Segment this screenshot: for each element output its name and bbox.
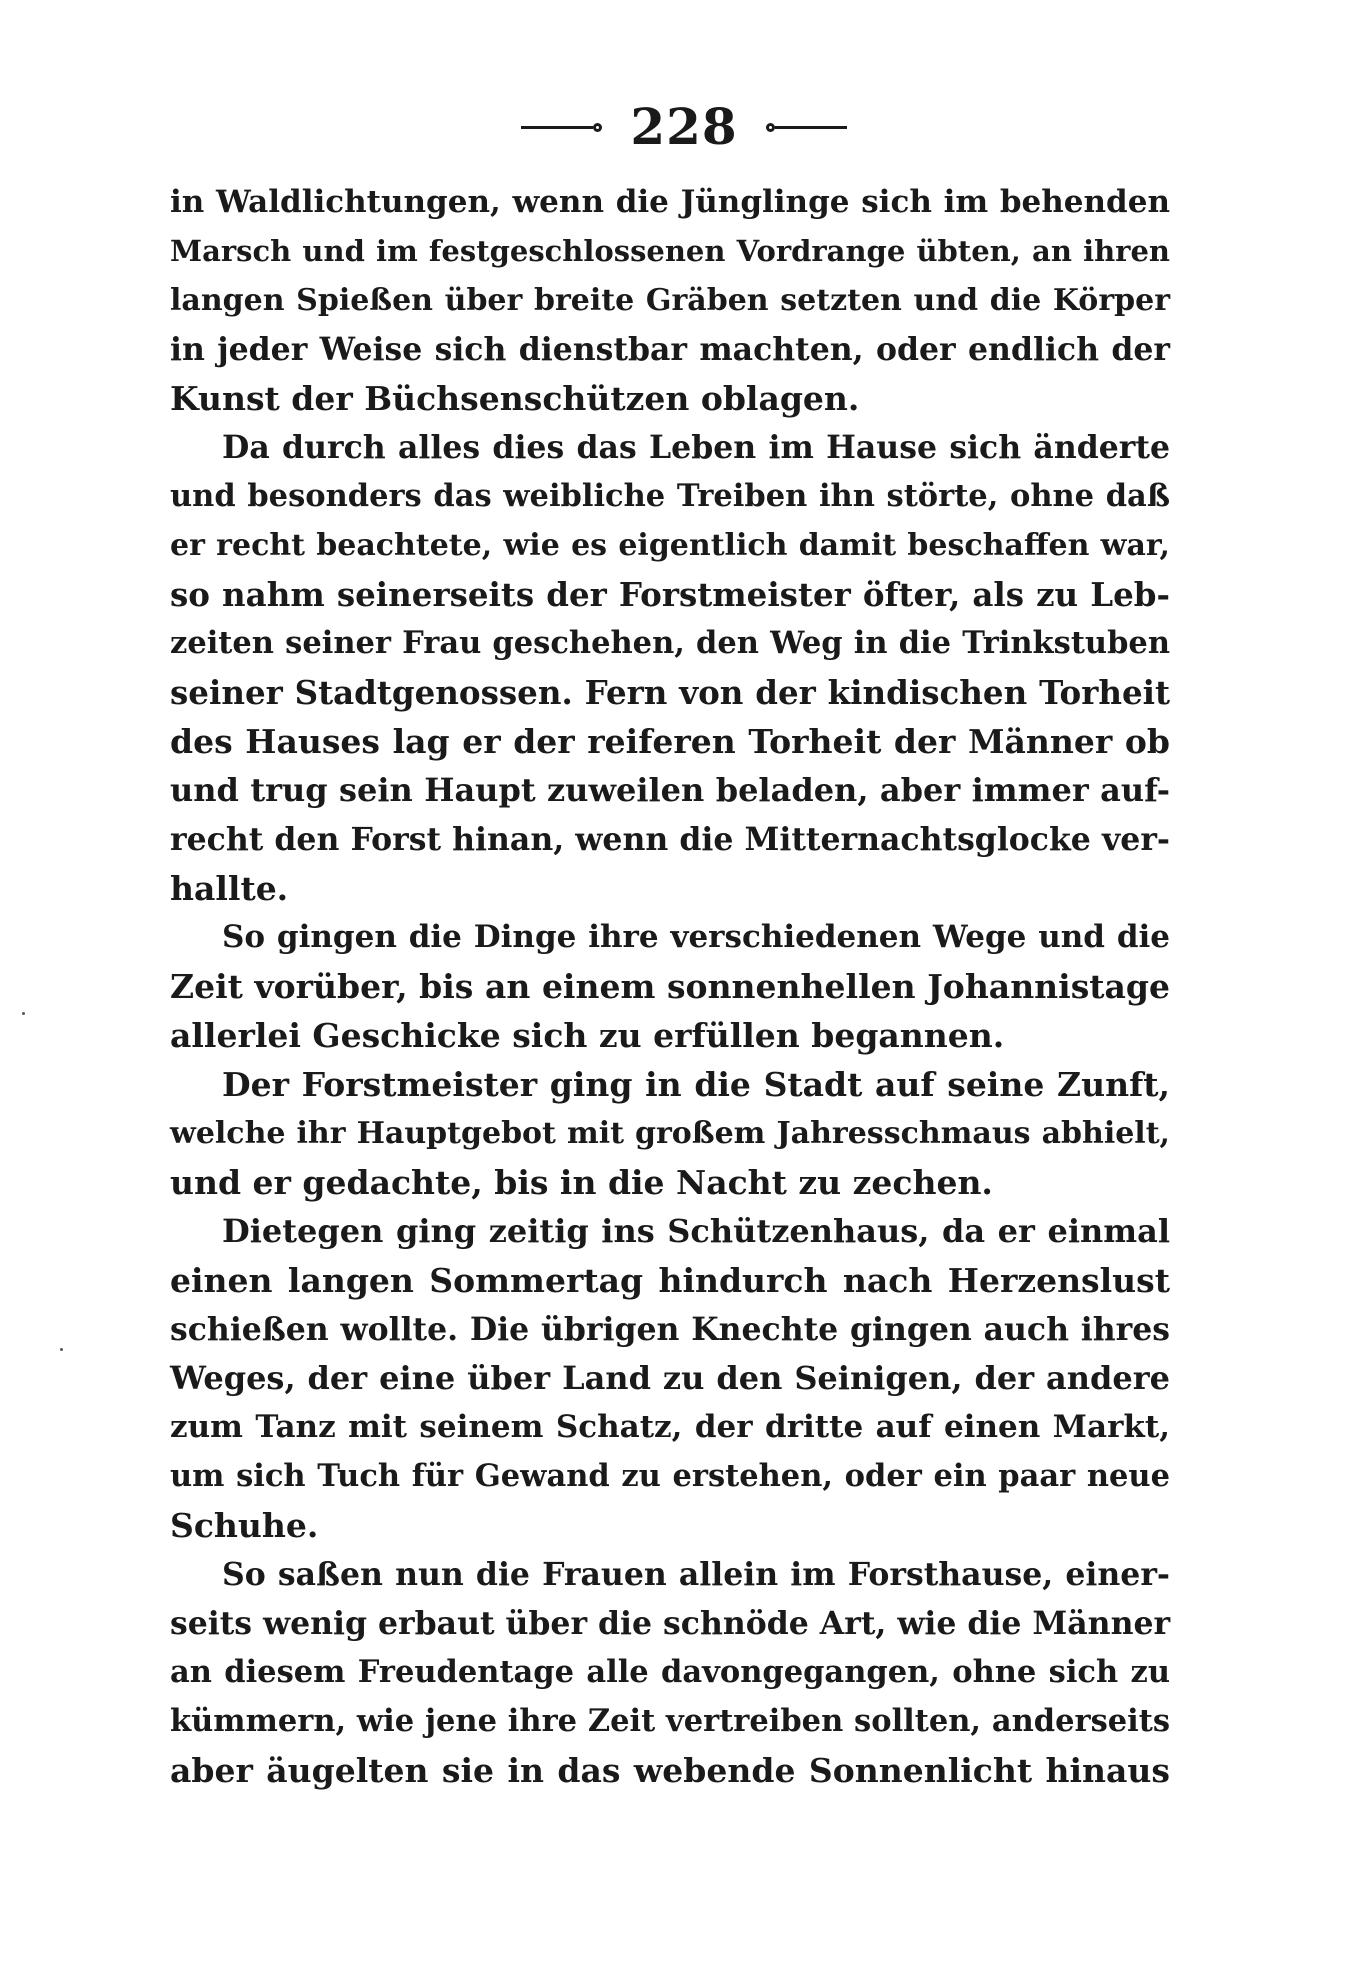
text-line: Dietegen ging zeitig ins Schützenhaus, da er einmal xyxy=(222,1212,1170,1250)
text-line: recht den Forst hinan, wenn die Mitternachtsglocke ver- xyxy=(170,821,1170,858)
text-line: an diesem Freudentage alle davongegangen, ohne sich zu xyxy=(170,1654,1170,1690)
scan-speck xyxy=(22,1012,25,1015)
text-line: Der Forstmeister ging in die Stadt auf seine Zunft, xyxy=(222,1065,1170,1104)
text-line: Kunst der Büchsenschützen oblagen. xyxy=(170,379,860,418)
text-line: Schuhe. xyxy=(170,1506,319,1545)
text-line: und er gedachte, bis in die Nacht zu zechen. xyxy=(170,1163,993,1202)
text-line: um sich Tuch für Gewand zu erstehen, oder ein paar neue xyxy=(170,1458,1170,1494)
left-ornament xyxy=(521,123,602,132)
text-line: und trug sein Haupt zuweilen beladen, aber immer auf- xyxy=(170,771,1170,809)
text-line: zeiten seiner Frau geschehen, den Weg in die Trinkstuben xyxy=(170,625,1170,661)
text-line: Weges, der eine über Land zu den Seinigen, der andere xyxy=(170,1359,1170,1397)
text-line: Zeit vorüber, bis an einem sonnenhellen Johannistage xyxy=(170,967,1170,1006)
text-line: kümmern, wie jene ihre Zeit vertreiben sollten, anderseits xyxy=(170,1703,1170,1739)
text-line: So saßen nun die Frauen allein im Forsthause, einer- xyxy=(222,1556,1170,1593)
text-line: aber äugelten sie in das webende Sonnenlicht hinaus xyxy=(170,1751,1170,1790)
text-line: So gingen die Dinge ihre verschiedenen Wege und die xyxy=(222,919,1170,955)
text-line: Da durch alles dies das Leben im Hause sich änderte xyxy=(222,429,1170,466)
text-line: Marsch und im festgeschlossenen Vordrange übten, an ihren xyxy=(170,234,1170,268)
text-line: seits wenig erbaut über die schnöde Art, wie die Männer xyxy=(170,1605,1171,1642)
scan-speck xyxy=(60,1348,63,1351)
text-line: er recht beachtete, wie es eigentlich damit beschaffen war, xyxy=(170,528,1170,563)
body-text xyxy=(170,178,1170,1795)
text-line: und besonders das weibliche Treiben ihn störte, ohne daß xyxy=(170,478,1170,514)
text-line: in jeder Weise sich dienstbar machten, oder endlich der xyxy=(170,331,1170,368)
text-line: seiner Stadtgenossen. Fern von der kindischen Torheit xyxy=(170,673,1170,712)
text-line: hallte. xyxy=(170,869,289,908)
text-line: welche ihr Hauptgebot mit großem Jahresschmaus abhielt, xyxy=(170,1116,1170,1151)
page-number: 228 xyxy=(630,97,738,156)
text-line: langen Spießen über breite Gräben setzten und die Körper xyxy=(170,283,1170,318)
text-line: schießen wollte. Die übrigen Knechte gingen auch ihres xyxy=(170,1311,1170,1348)
text-line: in Waldlichtungen, wenn die Jünglinge sich im behenden xyxy=(170,184,1170,220)
text-line: einen langen Sommertag hindurch nach Herzenslust xyxy=(170,1261,1170,1300)
text-line: allerlei Geschicke sich zu erfüllen begannen. xyxy=(170,1016,1005,1055)
page-header xyxy=(0,92,1368,162)
text-line: so nahm seinerseits der Forstmeister öfter, als zu Leb- xyxy=(170,575,1170,614)
text-line: zum Tanz mit seinem Schatz, der dritte auf einen Markt, xyxy=(170,1409,1170,1445)
text-line: des Hauses lag er der reiferen Torheit der Männer ob xyxy=(170,722,1170,761)
right-ornament xyxy=(766,123,847,132)
